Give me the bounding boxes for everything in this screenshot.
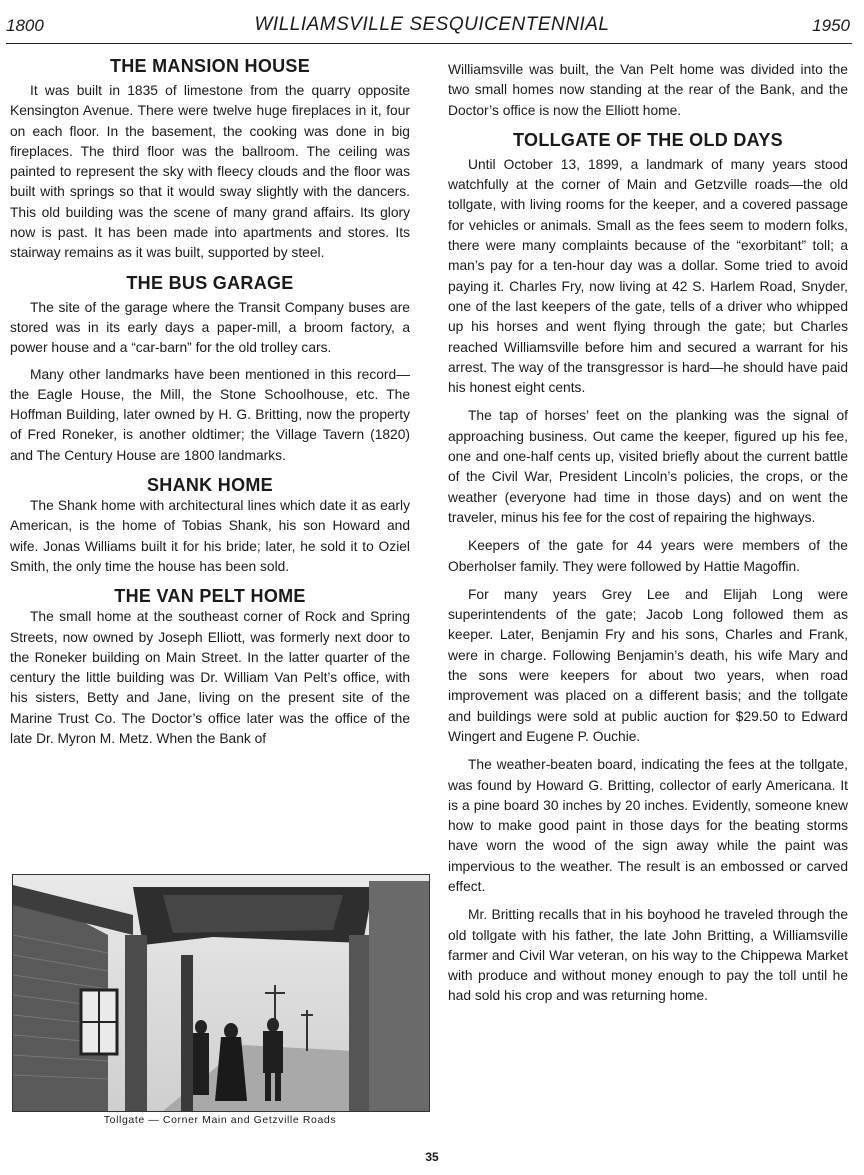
tollgate-photograph (12, 874, 430, 1112)
tollgate-photo-illustration (13, 875, 429, 1111)
tollgate-heading: TOLLGATE OF THE OLD DAYS (513, 129, 783, 150)
shank-home-paragraph: The Shank home with architectural lines which date it as early American, is the home of Tobias Shank, his son Howard and wife. Jonas Williams built it for his bride; later, he sold it to Oziel Smith, the only time the house has been sold. (10, 498, 410, 574)
page-number: 35 (425, 1150, 439, 1164)
tollgate-paragraph-2: The tap of horses’ feet on the planking was the signal of approaching business. Out came the keeper, figured up his fee, one and one-half cents up, visited briefly about the current battle of the Civil War, President Lincoln’s policies, the crops, or the weather (everyone had time in those days) and on went the traveler, minus his fee for the cost of repairing the highways. (448, 408, 848, 525)
photo-caption: Tollgate — Corner Main and Getzville Roads (103, 1114, 337, 1126)
right-column (448, 60, 848, 1007)
bus-garage-heading: THE BUS GARAGE (126, 272, 294, 293)
tollgate-paragraph-3: Keepers of the gate for 44 years were members of the Oberholser family. They were followed by Hattie Magoffin. (448, 538, 848, 574)
van-pelt-home-heading: THE VAN PELT HOME (114, 586, 306, 607)
van-pelt-continued-paragraph: Williamsville was built, the Van Pelt home was divided into the two small homes now standing at the rear of the Bank, and the Doctor’s office is now the Elliott home. (448, 62, 848, 118)
header-rule (6, 43, 852, 44)
tollgate-paragraph-1: Until October 13, 1899, a landmark of many years stood watchfully at the corner of Main and Getzville roads—the old tollgate, with living rooms for the keeper, and a covered passage for vehicles or animals. Small as the fees seem to modern folks, there were many complaints because of the “exorbitant” toll; a man’s pay for a ten-hour day was a dollar. Some tried to avoid paying it. Charles Fry, now living at 42 S. Harlem Road, Snyder, one of the last keepers of the gate, tells of a driver who whipped up his horses and went flying through the gate; but Charles reached Williamsville before him and secured a warrant for his arrest. The way of the transgressor is hard—he should have paid his honest eight cents. (448, 156, 848, 396)
mansion-house-paragraph: It was built in 1835 of limestone from the quarry opposite Kensington Avenue. There were twelve huge fireplaces in it, four on each floor. In the basement, the cooking was done in big fireplaces. The third floor was the ballroom. The ceiling was painted to represent the sky with fleecy clouds and the floor was built with springs so that it would sway slightly with the dancers. This old building was the scene of many grand affairs. Its glory now is past. It has been made into apartments and stores. Its stairway remains as it was built, supported by steel. (10, 83, 410, 261)
tollgate-paragraph-4: For many years Grey Lee and Elijah Long were superintendents of the gate; Jacob Long followed them as keeper. Later, Benjamin Fry and his sons, Charles and Frank, were in charge. Following Benjamin’s death, his wife Mary and the sons were keepers for about two years, when road improvement was placed on a different basis; and the tollgate and buildings were sold at public auction for $29.50 to Edward Wingert and Eugene P. Ouchie. (448, 586, 848, 744)
header-year-left: 1800 (6, 16, 44, 35)
header-title: WILLIAMSVILLE SESQUICENTENNIAL (254, 14, 610, 35)
van-pelt-home-paragraph: The small home at the southeast corner of Rock and Spring Streets, now owned by Joseph Elliott, was formerly next door to the Roneker building on Main Street. In the latter quarter of the century the little building was Dr. William Van Pelt’s office, with his sisters, Betty and Jane, living on the present site of the Marine Trust Co. The Doctor’s office later was the office of the late Dr. Myron M. Metz. When the Bank of (10, 609, 410, 747)
page-header (0, 10, 864, 40)
bus-garage-paragraph-1: The site of the garage where the Transit Company buses are stored was in its early days a paper-mill, a broom factory, a power house and a “car-barn” for the old trolley cars. (10, 299, 410, 356)
tollgate-paragraph-5: The weather-beaten board, indicating the fees at the tollgate, was found by Howard G. Britting, collector of early Americana. It is a pine board 30 inches by 20 inches. Evidently, someone knew how to make good paint in those days for the beating storms have worn the wood of the sign away while the paint was impervious to the weather. The result is an embossed or carved effect. (448, 757, 848, 894)
shank-home-heading: SHANK HOME (146, 475, 273, 496)
tollgate-paragraph-6: Mr. Britting recalls that in his boyhood he traveled through the old tollgate with his father, the late John Britting, a Williamsville farmer and Civil War veteran, on his way to the Chippewa Market with produce and without money enough to pay the toll until he had sold his crop and was returning home. (448, 907, 848, 1004)
header-year-right: 1950 (812, 16, 850, 35)
bus-garage-paragraph-2: Many other landmarks have been mentioned in this record—the Eagle House, the Mill, the Stone Schoolhouse, etc. The Hoffman Building, later owned by H. G. Britting, now the property of Fred Roneker, is another oldtimer; the Village Tavern (1820) and The Century House are 1800 landmarks. (10, 366, 410, 463)
mansion-house-heading: THE MANSION HOUSE (109, 56, 311, 76)
left-column (10, 56, 410, 749)
